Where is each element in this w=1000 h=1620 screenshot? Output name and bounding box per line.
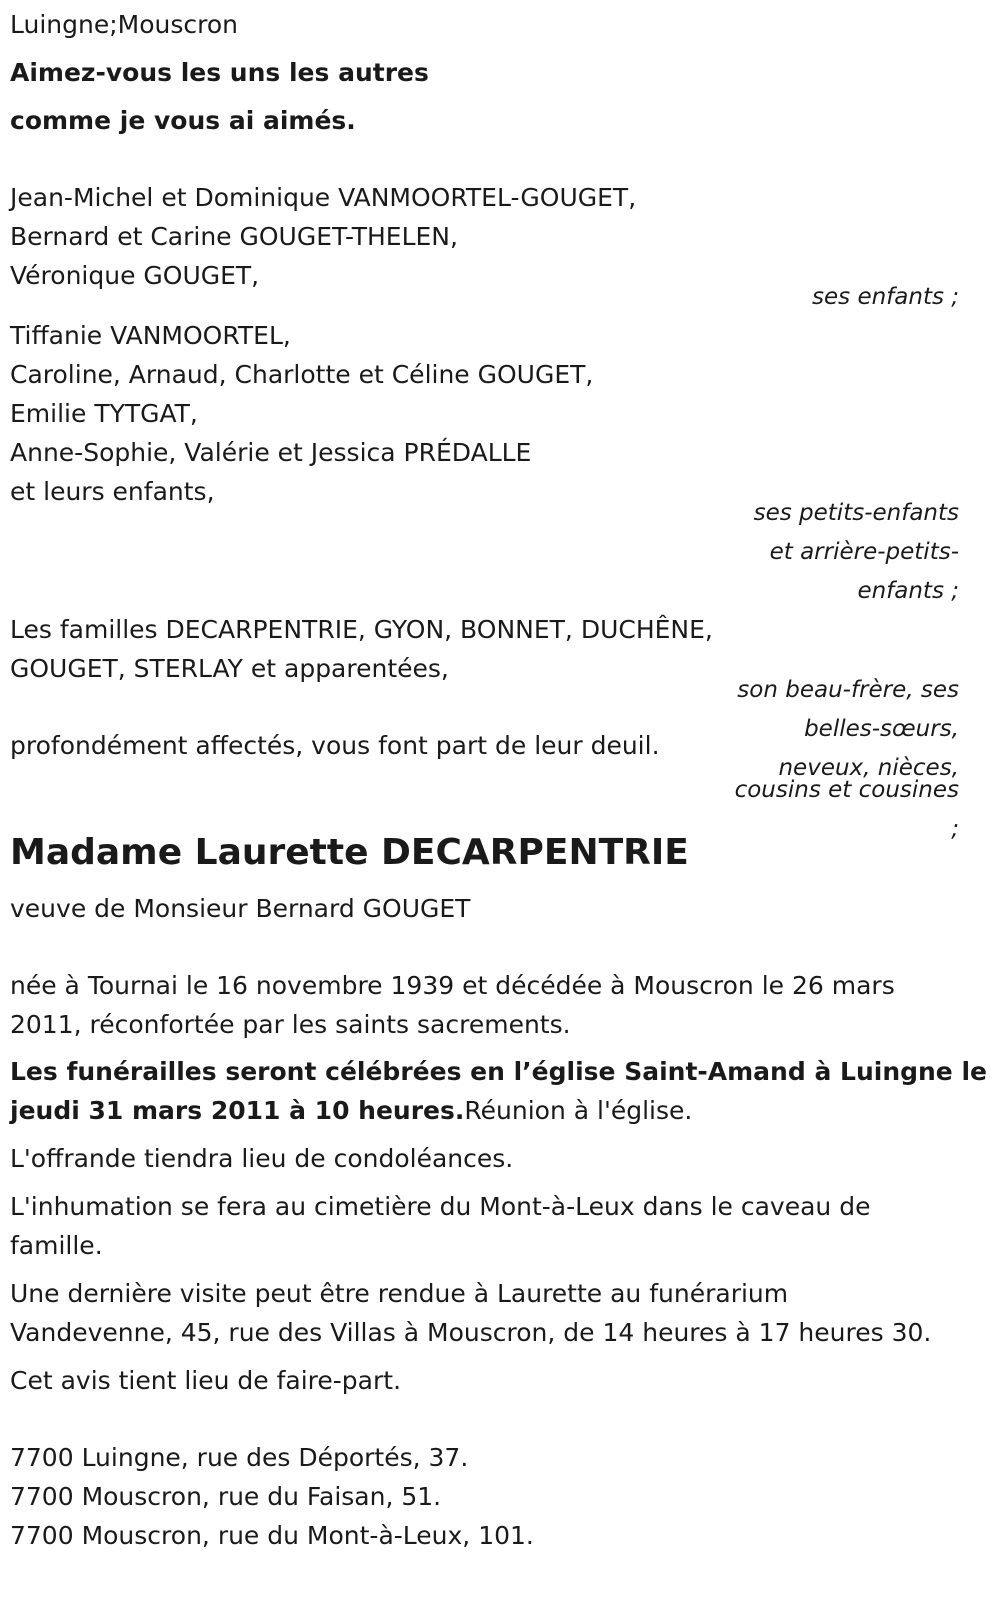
grandchildren-line-3: Emilie TYTGAT,	[10, 399, 198, 428]
families-line-1: Les familles DECARPENTRIE, GYON, BONNET, DUCHÊNE,	[10, 615, 713, 644]
children-line-3: Véronique GOUGET,	[10, 261, 260, 290]
born-died-line-2: 2011, réconfortée par les saints sacrements.	[10, 1010, 571, 1039]
burial-line-2: famille.	[10, 1231, 103, 1260]
widow-of: veuve de Monsieur Bernard GOUGET	[10, 894, 471, 923]
families-line-2: GOUGET, STERLAY et apparentées,	[10, 654, 449, 683]
children-line-1: Jean-Michel et Dominique VANMOORTEL-GOUGET,	[10, 183, 637, 212]
address-2: 7700 Mouscron, rue du Faisan, 51.	[10, 1482, 442, 1511]
grandchildren-line-2: Caroline, Arnaud, Charlotte et Céline GOUGET,	[10, 360, 594, 389]
grandchildren-line-4: Anne-Sophie, Valérie et Jessica PRÉDALLE	[10, 438, 532, 467]
notice: Cet avis tient lieu de faire-part.	[10, 1366, 402, 1395]
grandchildren-role-1: ses petits-enfants	[753, 500, 959, 526]
grandchildren-line-5: et leurs enfants,	[10, 477, 215, 506]
quote-line-2: comme je vous ai aimés.	[10, 106, 356, 135]
deceased-name: Madame Laurette DECARPENTRIE	[10, 832, 689, 873]
mourning-text: profondément affectés, vous font part de leur deuil.	[10, 731, 660, 760]
funeral-line-1: Les funérailles seront célébrées en l’église Saint-Amand à Luingne le	[10, 1057, 987, 1086]
families-role-1: son beau-frère, ses	[737, 677, 959, 703]
visit-line-1: Une dernière visite peut être rendue à Laurette au funérarium	[10, 1279, 789, 1308]
burial-line-1: L'inhumation se fera au cimetière du Mont-à-Leux dans le caveau de	[10, 1192, 871, 1221]
address-1: 7700 Luingne, rue des Déportés, 37.	[10, 1443, 469, 1472]
born-died-line-1: née à Tournai le 16 novembre 1939 et décédée à Mouscron le 26 mars	[10, 971, 895, 1000]
grandchildren-role-3: enfants ;	[857, 578, 959, 604]
children-line-2: Bernard et Carine GOUGET-THELEN,	[10, 222, 458, 251]
funeral-date: jeudi 31 mars 2011 à 10 heures.	[10, 1096, 465, 1125]
children-role: ses enfants ;	[812, 284, 959, 310]
families-role-5: ;	[951, 816, 959, 842]
grandchildren-role-2: et arrière-petits-	[769, 539, 959, 565]
address-3: 7700 Mouscron, rue du Mont-à-Leux, 101.	[10, 1521, 534, 1550]
funeral-line-2	[10, 1091, 692, 1131]
location: Luingne;Mouscron	[10, 10, 238, 39]
families-role-4: cousins et cousines	[734, 777, 959, 803]
families-role-2: belles-sœurs,	[804, 716, 959, 742]
visit-line-2: Vandevenne, 45, rue des Villas à Mouscron, de 14 heures à 17 heures 30.	[10, 1318, 932, 1347]
funeral-meeting: Réunion à l'église.	[464, 1096, 693, 1125]
offering: L'offrande tiendra lieu de condoléances.	[10, 1144, 514, 1173]
grandchildren-line-1: Tiffanie VANMOORTEL,	[10, 321, 291, 350]
quote-line-1: Aimez-vous les uns les autres	[10, 58, 429, 87]
families-role-3: neveux, nièces,	[778, 755, 959, 781]
